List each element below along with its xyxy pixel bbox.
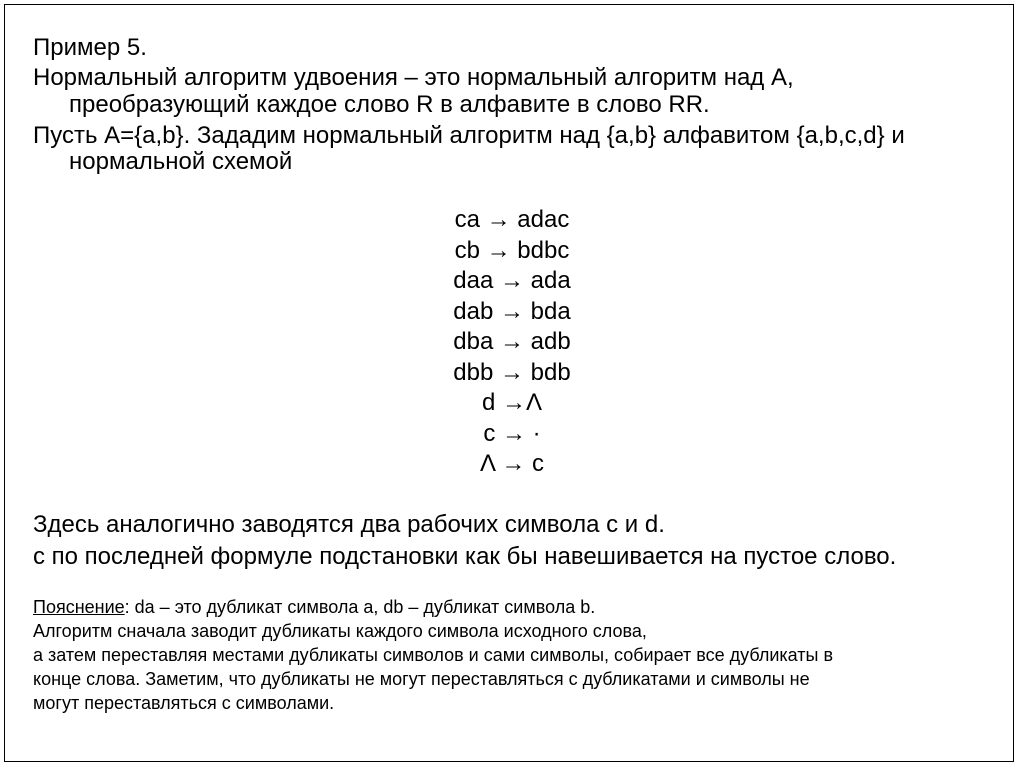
setup-line-2: нормальной схемой bbox=[69, 148, 293, 175]
note-line-1: Здесь аналогично заводятся два рабочих символа c и d. bbox=[33, 511, 665, 538]
slide-title: Пример 5. bbox=[33, 34, 147, 61]
explanation-line-5: могут переставляться с символами. bbox=[33, 693, 335, 713]
setup-line-1: Пусть А={a,b}. Зададим нормальный алгоритм над {a,b} алфавитом {a,b,c,d} и bbox=[33, 122, 905, 149]
intro-line-1: Нормальный алгоритм удвоения – это нормальный алгоритм над А, bbox=[33, 64, 794, 91]
note-line-2: c по последней формуле подстановки как бы навешивается на пустое слово. bbox=[33, 543, 897, 570]
scheme-rule-3: daa → ada bbox=[453, 267, 571, 294]
explanation-label: Пояснение bbox=[33, 597, 125, 617]
scheme-rule-4: dab → bda bbox=[453, 298, 571, 325]
scheme-rule-1: ca → adac bbox=[454, 206, 570, 233]
explanation-line-2: Алгоритм сначала заводит дубликаты каждого символа исходного слова, bbox=[33, 621, 647, 641]
scheme-rule-8: c → · bbox=[483, 420, 541, 447]
scheme-rule-5: dba → adb bbox=[453, 328, 571, 355]
explanation-line-4: конце слова. Заметим, что дубликаты не могут переставляться с дубликатами и символы не bbox=[33, 669, 810, 689]
scheme-rule-9: Λ → c bbox=[479, 450, 545, 477]
explanation-line-3: а затем переставляя местами дубликаты символов и сами символы, собирает все дубликаты в bbox=[33, 645, 834, 665]
explanation-line-1-text: : da – это дубликат символа a, db – дубликат символа b. bbox=[124, 597, 596, 617]
scheme-rule-7: d →Λ bbox=[481, 389, 543, 416]
scheme-rule-2: cb → bdbc bbox=[454, 237, 570, 264]
intro-line-2: преобразующий каждое слово R в алфавите в слово RR. bbox=[69, 91, 710, 118]
scheme-rule-6: dbb → bdb bbox=[453, 359, 571, 386]
explanation-line-1 bbox=[33, 598, 595, 616]
